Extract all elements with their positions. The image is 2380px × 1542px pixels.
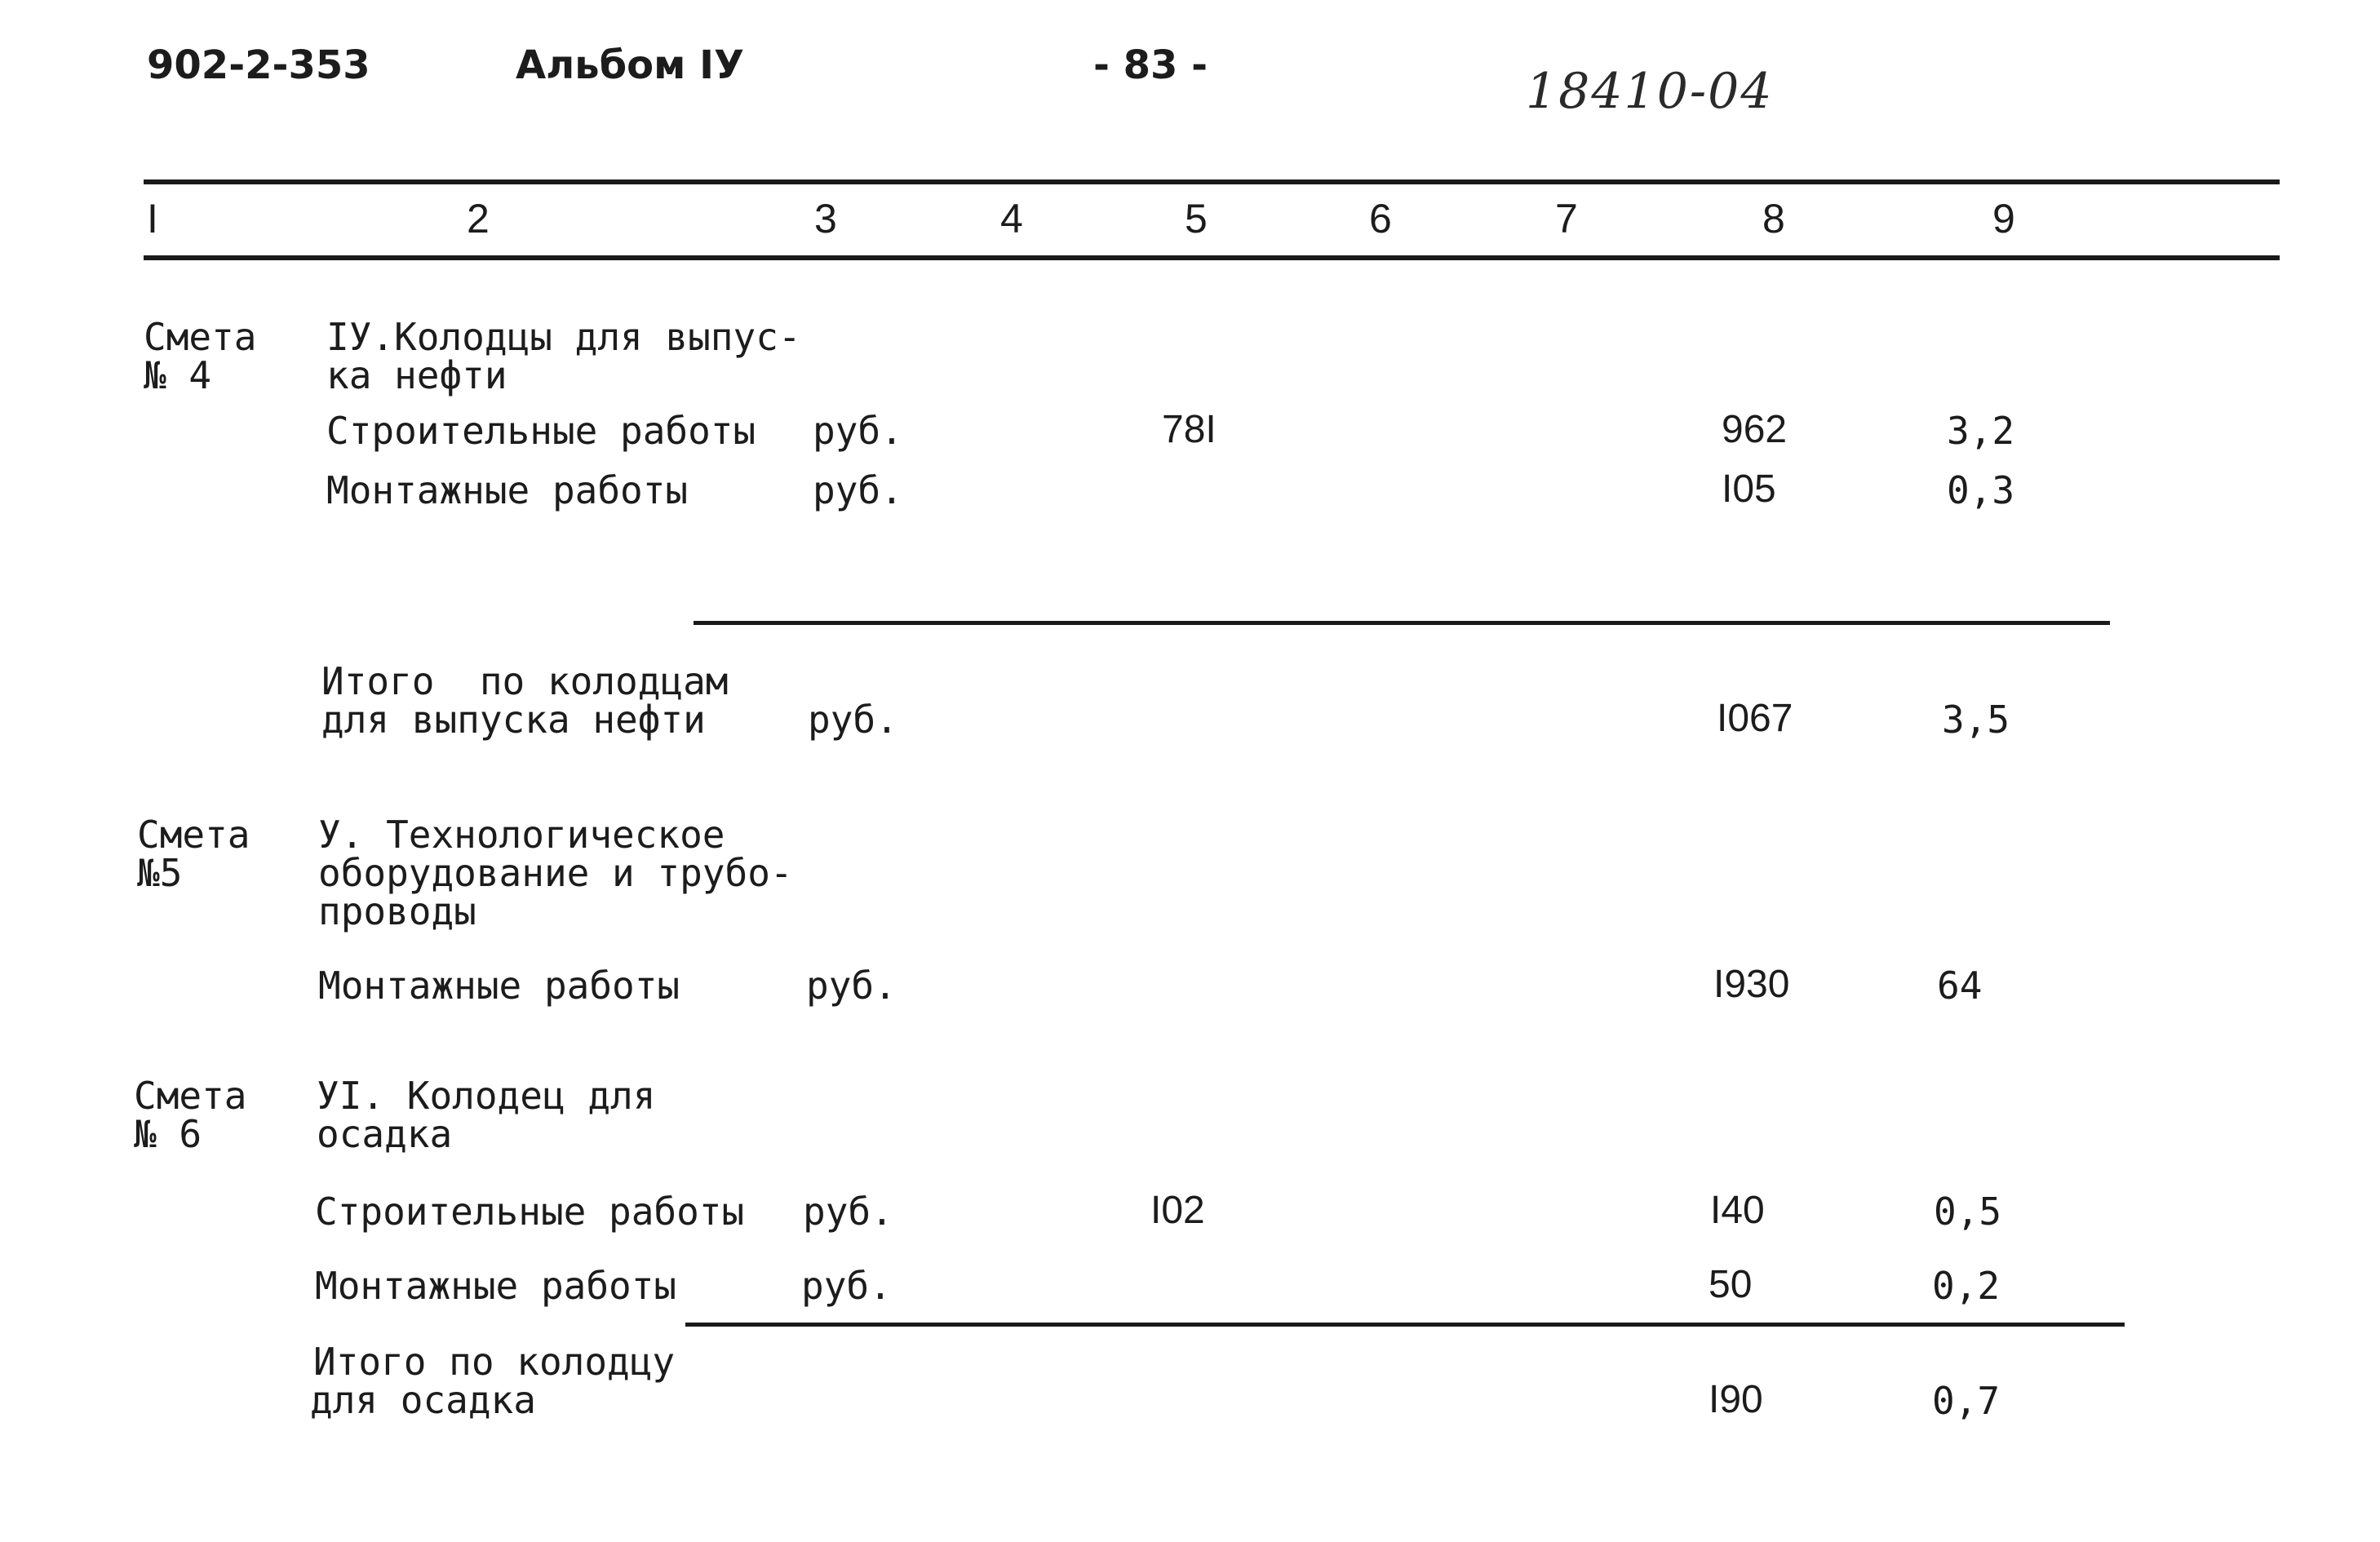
row-label: Строительные работы [315,1190,745,1234]
column-header-5: 5 [1185,196,1208,241]
subtotal-rule [685,1323,2125,1327]
page-number: - 83 - [1093,42,1208,88]
column-header-2: 2 [467,196,490,241]
handwritten-number: 18410-04 [1526,63,1774,120]
estimate-label: Смета [144,315,257,359]
estimate-number: № 6 [134,1112,202,1156]
row-col9: 3,2 [1947,409,2015,453]
row-col8: I40 [1710,1189,1765,1232]
section-title: ка нефти [326,353,507,397]
total-col8: I067 [1717,697,1793,740]
row-label: Строительные работы [326,409,756,453]
row-label: Монтажные работы [318,964,680,1008]
column-header-8: 8 [1762,196,1785,241]
table-header-rule [144,255,2280,260]
row-col9: 0,2 [1932,1264,2001,1308]
table-top-rule [144,179,2280,184]
total-col9: 0,7 [1932,1379,2001,1423]
row-col8: I930 [1713,963,1790,1006]
document-code: 902-2-353 [147,42,370,88]
total-label: Итого по колодцу [313,1340,676,1384]
row-col5: I02 [1150,1189,1205,1232]
section-title: осадка [317,1112,453,1156]
column-header-4: 4 [1000,196,1023,241]
row-col9: 0,3 [1947,468,2015,512]
total-label: Итого по колодцам [321,659,729,703]
row-col8: 50 [1709,1263,1753,1306]
total-col9: 3,5 [1942,698,2010,742]
estimate-number: № 4 [144,353,212,397]
estimate-label: Смета [134,1074,247,1118]
subtotal-rule [694,621,2110,625]
row-label: Монтажные работы [315,1264,677,1308]
row-unit: руб. [806,964,897,1008]
row-label: Монтажные работы [326,468,689,512]
column-header-6: 6 [1369,196,1392,241]
section-title: IУ.Колодцы для выпус- [326,315,801,359]
row-col8: I05 [1722,467,1776,511]
column-header-7: 7 [1555,196,1578,241]
row-unit: руб. [813,409,903,453]
section-title: проводы [318,889,476,933]
estimate-number: №5 [137,851,183,895]
row-unit: руб. [813,468,903,512]
total-label: для выпуска нефти [321,698,706,742]
section-title: У. Технологическое [318,813,725,857]
row-col5: 78I [1162,408,1217,451]
section-title: УI. Колодец для [317,1074,656,1118]
row-col8: 962 [1722,408,1788,451]
column-header-3: 3 [814,196,837,241]
column-header-1: I [147,196,158,241]
row-col9: 0,5 [1934,1190,2002,1234]
total-unit: руб. [808,698,898,742]
album-label: Альбом IУ [516,42,744,88]
section-title: оборудование и трубо- [318,851,793,895]
estimate-label: Смета [137,813,250,857]
total-col8: I90 [1709,1378,1763,1421]
row-col9: 64 [1937,964,1983,1008]
row-unit: руб. [803,1190,893,1234]
total-label: для осадка [310,1378,536,1422]
row-unit: руб. [801,1264,892,1308]
column-header-9: 9 [1992,196,2015,241]
